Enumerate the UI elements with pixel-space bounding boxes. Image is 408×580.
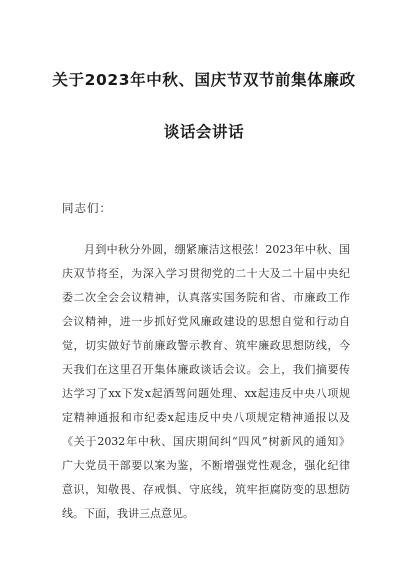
body-line: 觉，切实做好节前廉政警示教育、筑牢廉政思想防线，今 [62,339,350,352]
body-paragraph [62,238,350,526]
body-line: 意识，知敬畏、存戒惧、守底线，筑牢拒腐防变的思想防 [62,483,350,496]
body-line: 会议精神，进一步抓好党风廉政建设的思想自觉和行动自 [62,315,350,328]
body-line: 《关于2032年中秋、国庆期间纠“四风”树新风的通知》 [62,435,350,448]
body-line: 天我们在这里召开集体廉政谈话会议。会上，我们摘要传 [62,363,350,376]
document-title-line-2: 谈话会讲话 [163,123,245,141]
body-line: 月到中秋分外圆，绷紧廉洁这根弦！2023年中秋、国 [84,243,350,256]
body-line: 达学习了xx下发x起酒驾问题处理、xx起违反中央八项规 [62,387,350,400]
body-line: 广大党员干部要以案为鉴，不断增强党性观念，强化纪律 [62,459,350,472]
body-line: 庆双节将至，为深入学习贯彻党的二十大及二十届中央纪 [62,267,350,280]
body-line: 委二次全会会议精神，认真落实国务院和省、市廉政工作 [62,291,350,304]
salutation: 同志们： [62,201,112,215]
body-line: 线。下面，我讲三点意见。 [62,507,194,520]
document-title-line-1: 关于2023年中秋、国庆节双节前集体廉政 [52,71,356,89]
body-line: 定精神通报和市纪委x起违反中央八项规定精神通报以及 [62,411,350,424]
